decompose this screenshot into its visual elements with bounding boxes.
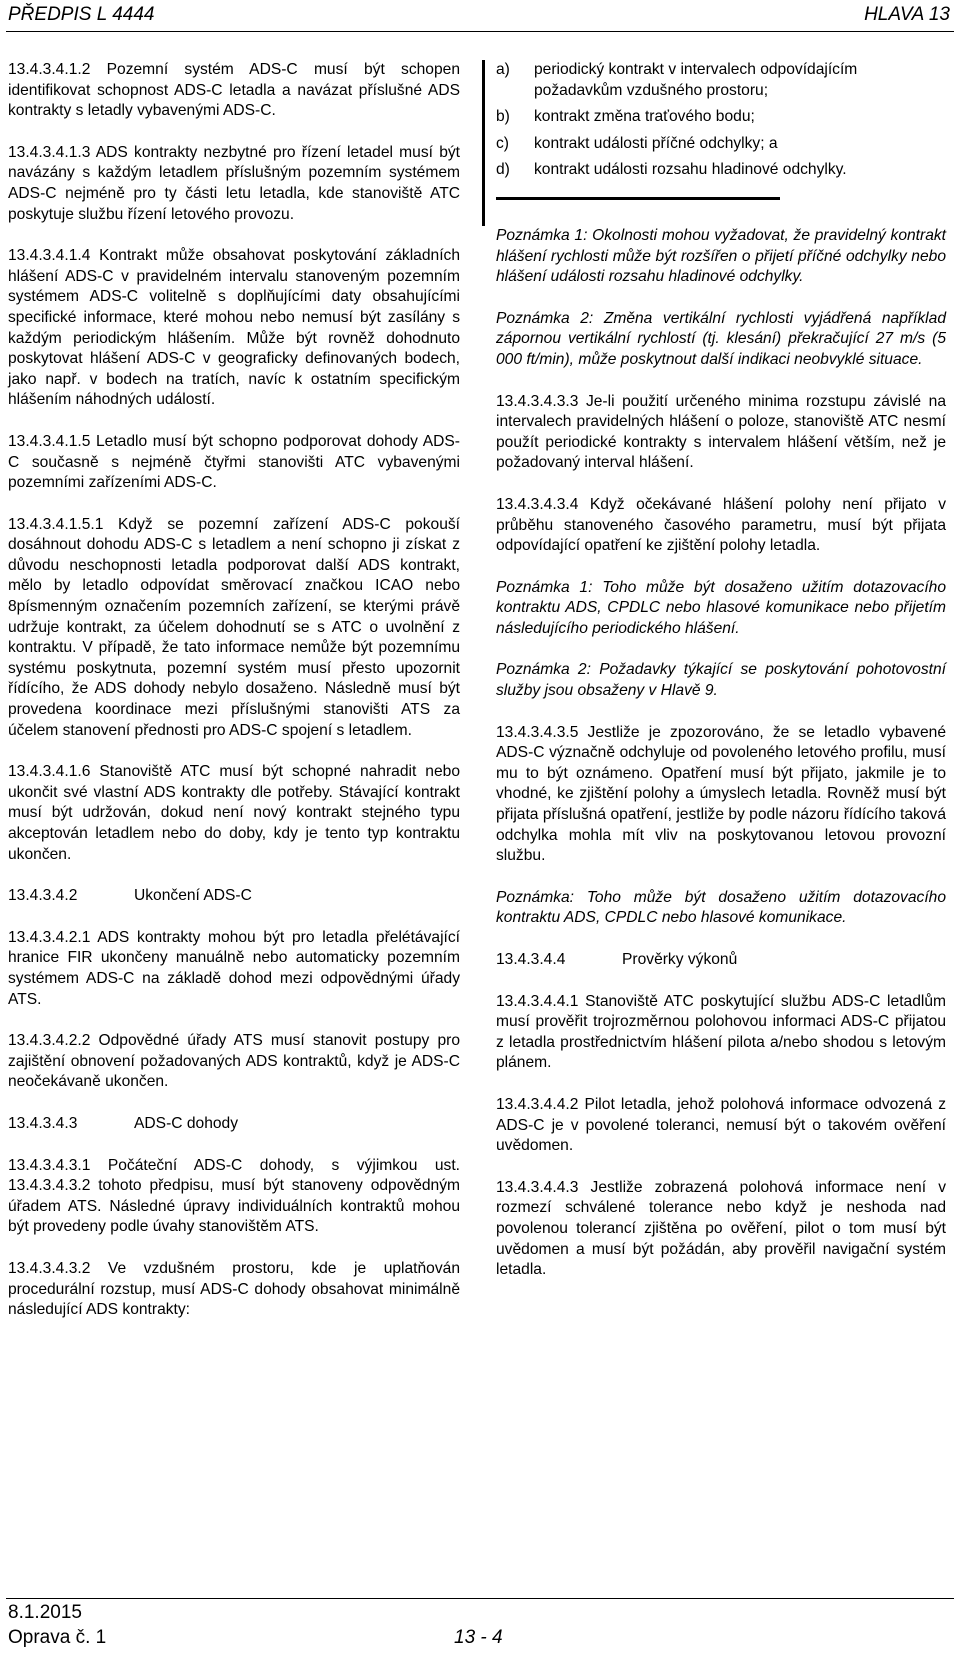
paragraph: 13.4.3.4.3.2 Ve vzdušném prostoru, kde je uplatňován procedurální rozstup, musí ADS-C dohody obsahovat minimálně následující ADS kontrakty: bbox=[8, 1259, 460, 1319]
footer-page-number: 13 - 4 bbox=[454, 1627, 503, 1648]
section-number: 13.4.3.4.2 bbox=[8, 887, 78, 905]
section-heading bbox=[8, 1114, 460, 1135]
paragraph: 13.4.3.4.4.3 Jestliže zobrazená polohová informace není v rozmezí schválené tolerance nebo když je neshoda nad povolenou tolerancí zjištěna po ověření, pilot o tom musí být uvědomen a musí být požádán, aby prověřil navigační systém letadla. bbox=[496, 1178, 946, 1279]
paragraph: 13.4.3.4.1.2 Pozemní systém ADS-C musí být schopen identifikovat schopnost ADS-C letadla a navázat příslušné ADS kontrakty s letadly vybavenými ADS-C. bbox=[8, 61, 460, 120]
section-heading bbox=[496, 950, 946, 971]
note: Poznámka 1: Toho může být dosaženo užitím dotazovacího kontraktu ADS, CPDLC nebo hlasové komunikace nebo přijetím následujícího periodického hlášení. bbox=[496, 578, 946, 637]
list-item bbox=[496, 60, 946, 101]
paragraph: 13.4.3.4.2.2 Odpovědné úřady ATS musí stanovit postupy pro zajištění obnovení požadovaných ADS kontraktů, když je ADS-C neočekávaně ukončen. bbox=[8, 1032, 460, 1091]
paragraph: 13.4.3.4.3.5 Jestliže je zpozorováno, že se letadlo vybavené ADS-C význačně odchyluje od povoleného letového profilu, musí mu to být oznámeno. Opatření musí být přijato, jakmile je to vhodné, ke zjištění polohy a úmyslech letadla. Rovněž musí být přijata příslušná opatření, jestliže by podle názoru řídícího taková odchylka mohla mít vliv na poskytovanou letovou provozní službu. bbox=[496, 723, 946, 865]
footer-rule bbox=[6, 1598, 954, 1599]
list-text: kontrakt události příčné odchylky; a bbox=[534, 134, 778, 152]
paragraph: 13.4.3.4.1.4 Kontrakt může obsahovat poskytování základních hlášení ADS-C v pravidelném intervalu stanoveným pozemním systémem ADS-C volitelně s doplňujícími daty obsahujícími specifické informace, které mohou nebo nemusí být zasílány s každým periodickým hlášením. Může být rovněž dohodnuto poskytovat hlášení ADS-C v geograficky definovaných bodech, jako např. v bodech na tratích, navíc k ostatním specifickým hlášením náhodných událostí. bbox=[8, 247, 460, 409]
section-title: ADS-C dohody bbox=[134, 1114, 239, 1132]
paragraph: 13.4.3.4.1.3 ADS kontrakty nezbytné pro řízení letadel musí být navázány s každým letadlem příslušným pozemním systémem ADS-C nejméně pro ty části letu letadla, kde stanoviště ATC poskytuje službu řízení letového provozu. bbox=[8, 143, 460, 223]
paragraph: 13.4.3.4.2.1 ADS kontrakty mohou být pro letadla přelétávající hranice FIR ukončeny manuálně nebo automaticky pozemním systémem ADS-C na základě dohod mezi odpovědnými úřady ATS. bbox=[8, 928, 460, 1008]
note: Poznámka: Toho může být dosaženo užitím dotazovacího kontraktu ADS, CPDLC nebo hlasové komunikace. bbox=[496, 888, 946, 927]
change-bar bbox=[482, 60, 485, 226]
footer-revision: Oprava č. 1 bbox=[8, 1627, 107, 1648]
list-label: a) bbox=[496, 61, 510, 78]
list-label: d) bbox=[496, 161, 510, 179]
list-item bbox=[496, 160, 946, 181]
list-text: kontrakt události rozsahu hladinové odchylky. bbox=[534, 161, 847, 179]
section-title: Ukončení ADS-C bbox=[134, 887, 252, 905]
note: Poznámka 2: Požadavky týkající se poskytování pohotovostní služby jsou obsaženy v Hlavě 9. bbox=[496, 661, 946, 700]
header-chapter: HLAVA 13 bbox=[864, 4, 950, 25]
list-item bbox=[496, 107, 946, 128]
right-column bbox=[496, 60, 946, 1302]
footer-date: 8.1.2015 bbox=[8, 1602, 82, 1623]
left-column bbox=[8, 60, 460, 1342]
section-heading bbox=[8, 886, 460, 907]
amendment-end-rule bbox=[496, 197, 780, 200]
section-title: Prověrky výkonů bbox=[622, 951, 738, 968]
list-text: periodický kontrakt v intervalech odpovídajícím požadavkům vzdušného prostoru; bbox=[534, 61, 858, 99]
note: Poznámka 1: Okolnosti mohou vyžadovat, že pravidelný kontrakt hlášení rychlosti může být rozšířen o přijetí příčné odchylky nebo hlášení události rozsahu hladinové odchylky. bbox=[496, 226, 946, 286]
list-item bbox=[496, 134, 946, 155]
header-rule bbox=[6, 31, 954, 32]
paragraph: 13.4.3.4.1.5 Letadlo musí být schopno podporovat dohody ADS-C současně s nejméně čtyřmi stanovišti ATC vybavenými pozemními zařízeními ADS-C. bbox=[8, 432, 460, 492]
section-number: 13.4.3.4.3 bbox=[8, 1114, 78, 1132]
paragraph: 13.4.3.4.3.3 Je-li použití určeného minima rozstupu závislé na intervalech pravidelných hlášení o poloze, stanoviště ATC nesmí použít periodické kontrakty s intervalem hlášení větším, než je požadovaný interval hlášení. bbox=[496, 392, 946, 472]
paragraph: 13.4.3.4.4.1 Stanoviště ATC poskytující službu ADS-C letadlům musí prověřit trojrozměrnou polohovou informaci ADS-C přijatou z letadla prostřednictvím hlášení pilota a/nebo shodou s letovým plánem. bbox=[496, 992, 946, 1072]
paragraph: 13.4.3.4.3.1 Počáteční ADS-C dohody, s výjimkou ust. 13.4.3.4.3.2 tohoto předpisu, musí být stanoveny odpovědným úřadem ATS. Následné úpravy individuálních kontraktů mohou být provedeny podle úvahy stanovištěm ATS. bbox=[8, 1156, 460, 1236]
paragraph: 13.4.3.4.1.6 Stanoviště ATC musí být schopné nahradit nebo ukončit své vlastní ADS kontrakty dle potřeby. Stávající kontrakt musí být udržován, dokud není nový kontrakt stejného typu akceptován letadlem nebo do doby, kdy je tento typ kontraktu ukončen. bbox=[8, 763, 460, 863]
paragraph: 13.4.3.4.3.4 Když očekávané hlášení polohy není přijato v průběhu stanoveného časového parametru, musí být přijata odpovídající opatření ke zjištění polohy letadla. bbox=[496, 495, 946, 555]
list-text: kontrakt změna traťového bodu; bbox=[534, 108, 755, 126]
note: Poznámka 2: Změna vertikální rychlosti vyjádřená například zápornou vertikální rychlostí (tj. klesání) překračující 27 m/s (5 000 ft/min), může poskytnout další indikaci neobvyklé situace. bbox=[496, 309, 946, 368]
paragraph: 13.4.3.4.1.5.1 Když se pozemní zařízení ADS-C pokouší dosáhnout dohodu ADS-C s letadlem a není schopno ji získat z důvodu neschopnosti letadla podporovat další ADS kontrakt, mělo by letadlo odpovídat směrovací značkou ICAO nebo 8písmenným označením pozemních zařízení, se kterými právě udržuje kontrakt, za účelem dohodnutí se s ATC o uvolnění z kontraktu. V případě, že tato informace nemůže být pozemnímu systému poskytnuta, pozemní systém musí přesto upozornit řídícího, že ADS dohody nebylo dosaženo. Následně musí být provedena koordinace mezi příslušnými stanovišti ATS za účelem stanovení přednosti pro ADS-C spojení s letadlem. bbox=[8, 515, 460, 739]
header-document-title: PŘEDPIS L 4444 bbox=[8, 4, 155, 25]
list-label: b) bbox=[496, 108, 510, 126]
paragraph: 13.4.3.4.4.2 Pilot letadla, jehož polohová informace odvozená z ADS-C je v povolené toleranci, nemusí být o takovém ověření uvědomen. bbox=[496, 1095, 946, 1155]
section-number: 13.4.3.4.4 bbox=[496, 951, 566, 968]
list-label: c) bbox=[496, 134, 509, 152]
